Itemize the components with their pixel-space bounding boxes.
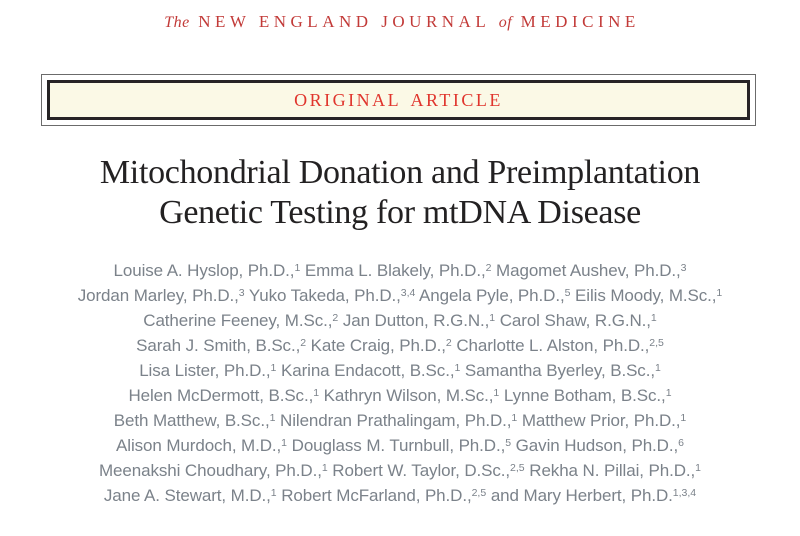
author-name-text: Carol Shaw, R.G.N., (495, 311, 651, 330)
masthead-of: of (498, 14, 513, 31)
author-name-text: Yuko Takeda, Ph.D., (244, 286, 401, 305)
article-type-banner-inner (47, 80, 750, 120)
masthead-new-england-journal: NEW ENGLAND JOURNAL (198, 12, 491, 31)
author-affiliation-superscript: 1 (493, 387, 500, 400)
author-affiliation-superscript: 1 (270, 362, 277, 375)
author-affiliation-superscript: 1 (489, 312, 496, 325)
author-affiliation-superscript: 1 (294, 262, 301, 275)
author-name-text: Nilendran Prathalingam, Ph.D., (275, 411, 512, 430)
author-name-text: Magomet Aushev, Ph.D., (491, 261, 681, 280)
author-affiliation-superscript: 5 (564, 287, 571, 300)
author-affiliation-superscript: 1 (511, 412, 518, 425)
author-affiliation-superscript: 2,5 (510, 462, 525, 475)
author-name-text: Jordan Marley, Ph.D., (77, 286, 239, 305)
author-name-text: Gavin Hudson, Ph.D., (511, 436, 679, 455)
author-name-text: Matthew Prior, Ph.D., (517, 411, 681, 430)
author-affiliation-superscript: 2,5 (471, 487, 487, 500)
author-name-text: Jane A. Stewart, M.D., (103, 486, 271, 505)
author-affiliation-superscript: 1 (654, 362, 661, 375)
author-affiliation-superscript: 2 (332, 312, 339, 325)
author-line (0, 383, 800, 408)
article-type-banner (41, 74, 756, 126)
author-affiliation-superscript: 1,3,4 (672, 487, 697, 500)
author-affiliation-superscript: 1 (281, 437, 288, 450)
author-affiliation-superscript: 1 (716, 287, 723, 300)
author-name-text: Alison Murdoch, M.D., (116, 436, 282, 455)
author-line (0, 258, 800, 283)
author-affiliation-superscript: 1 (269, 412, 276, 425)
author-line (0, 358, 800, 383)
author-affiliation-superscript: 2 (485, 262, 492, 275)
author-name-text: Lisa Lister, Ph.D., (139, 361, 271, 380)
author-name-text: Catherine Feeney, M.Sc., (143, 311, 333, 330)
author-affiliation-superscript: 1 (695, 462, 701, 475)
author-affiliation-superscript: 1 (650, 312, 657, 325)
author-name-text: Helen McDermott, B.Sc., (128, 386, 314, 405)
author-line (0, 283, 800, 308)
author-affiliation-superscript: 1 (321, 462, 328, 475)
author-name-text: Douglass M. Turnbull, Ph.D., (287, 436, 506, 455)
author-name-text: Sarah J. Smith, B.Sc., (136, 336, 301, 355)
author-line (0, 483, 800, 508)
author-line (0, 408, 800, 433)
author-name-text: Angela Pyle, Ph.D., (415, 286, 565, 305)
author-affiliation-superscript: 3 (238, 287, 245, 300)
author-affiliation-superscript: 2 (300, 337, 307, 350)
author-name-text: Samantha Byerley, B.Sc., (460, 361, 655, 380)
masthead-medicine: MEDICINE (520, 12, 640, 31)
author-name-text: Karina Endacott, B.Sc., (276, 361, 455, 380)
author-name-text: Meenakshi Choudhary, Ph.D., (99, 461, 322, 480)
article-title-line-2: Genetic Testing for mtDNA Disease (159, 194, 641, 231)
author-name-text: Rekha N. Pillai, Ph.D., (524, 461, 696, 480)
author-affiliation-superscript: 1 (313, 387, 320, 400)
author-affiliation-superscript: 6 (678, 437, 684, 450)
author-name-text: Kathryn Wilson, M.Sc., (319, 386, 494, 405)
author-name-text: Robert McFarland, Ph.D., (276, 486, 472, 505)
author-name-text: Beth Matthew, B.Sc., (113, 411, 270, 430)
author-name-text: Robert W. Taylor, D.Sc., (327, 461, 511, 480)
author-affiliation-superscript: 1 (270, 487, 277, 500)
author-affiliation-superscript: 1 (665, 387, 672, 400)
author-affiliation-superscript: 1 (454, 362, 461, 375)
author-name-text: Charlotte L. Alston, Ph.D., (451, 336, 650, 355)
author-affiliation-superscript: 3,4 (400, 287, 416, 300)
author-name-text: Eilis Moody, M.Sc., (570, 286, 717, 305)
author-line (0, 458, 800, 483)
article-title (0, 153, 800, 233)
author-affiliation-superscript: 3 (680, 262, 687, 275)
author-name-text: and Mary Herbert, Ph.D. (486, 486, 673, 505)
journal-masthead (0, 11, 800, 33)
author-name-text: Jan Dutton, R.G.N., (338, 311, 490, 330)
author-affiliation-superscript: 5 (505, 437, 512, 450)
author-line (0, 308, 800, 333)
article-title-line-1: Mitochondrial Donation and Preimplantation (99, 154, 701, 191)
author-line (0, 333, 800, 358)
author-name-text: Emma L. Blakely, Ph.D., (300, 261, 486, 280)
article-type-label: ORIGINAL ARTICLE (294, 89, 503, 110)
author-name-text: Lynne Botham, B.Sc., (499, 386, 666, 405)
author-name-text: Louise A. Hyslop, Ph.D., (113, 261, 295, 280)
author-line (0, 433, 800, 458)
author-affiliation-superscript: 1 (680, 412, 687, 425)
author-list (0, 258, 800, 508)
author-affiliation-superscript: 2,5 (649, 337, 664, 350)
masthead-the: The (164, 14, 190, 31)
author-name-text: Kate Craig, Ph.D., (306, 336, 446, 355)
author-affiliation-superscript: 2 (445, 337, 452, 350)
